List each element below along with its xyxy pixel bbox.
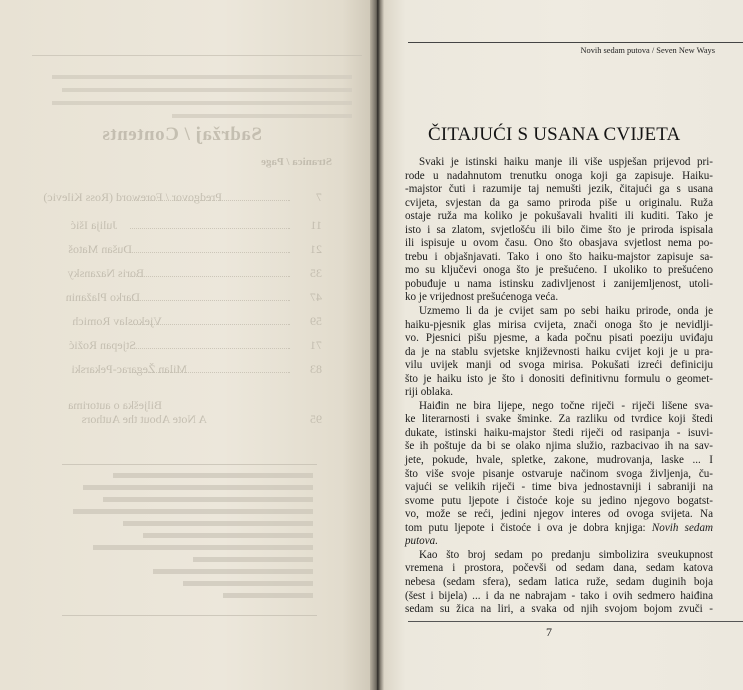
ghost-line [103, 497, 313, 502]
toc-entry: Julija Išić [70, 218, 117, 232]
text-line [405, 522, 713, 536]
ghost-line [223, 593, 313, 598]
book-title-italic: Novih sedam [651, 521, 714, 534]
header-rule [408, 42, 743, 43]
ghost-line [83, 485, 313, 490]
text-line: vajući se velikih riječi - time biva jednostavniji i sabraniji na [405, 481, 713, 494]
text-line: što više svoje pisanje ostvaruje načinom svoga življenja, ču- [405, 467, 713, 480]
toc-page: 7 [316, 190, 322, 204]
toc-page: 59 [310, 314, 322, 328]
toc-leader [130, 348, 290, 349]
ghost-line [93, 545, 313, 550]
text-line: vilu uvijek manji od svoga mirisa. Pokušati izreći definiciju [405, 359, 713, 372]
toc-page-label: Stranica / Page [261, 156, 332, 168]
toc-entry: Boris Nazansky [67, 266, 144, 280]
paragraph-1 [405, 156, 713, 305]
ghost-line [193, 557, 313, 562]
text-line: dukate, istinski haiku-majstor štedi riječi od rasipanja - isuvi- [405, 426, 713, 439]
text-line: Kao što broj sedam po predanju simbolizira sveukupnost [419, 548, 713, 561]
toc-page: 95 [310, 412, 322, 426]
text-line: ko je vrijednost prešućenoga veća. [405, 291, 559, 304]
toc-notes-hr: Bilješka o autorima [68, 398, 162, 412]
text-line: -majstor čuti i razumije taj nemušti jezik, čitajući ga s usana [405, 183, 713, 196]
text-line: riji oblaka. [405, 386, 454, 399]
text-line: ke literarnosti i svake šminke. Za razliku od tvrdice koji štedi [405, 413, 713, 426]
text-line: rode u nadahnutom trenutku onoga koji ga zapisuje. Haiku- [405, 169, 713, 182]
text-line: pobuđuje u nama istinsku zadivljenost i zanijemljenost, utoli- [405, 277, 713, 290]
text-line: da je na stablu svjetske književnosti haiku cvijet koji je u pra- [405, 345, 713, 358]
toc-leader [130, 276, 290, 277]
ghost-line [183, 581, 313, 586]
text-line: sedam su žica na liri, a svaka od njih svojom bojom zvuči - [405, 603, 713, 616]
text-line: vo, može se reći, jedini njegov interes od ovoga svijeta. Na [405, 508, 713, 521]
text-line [405, 535, 713, 549]
body-text [405, 156, 713, 617]
toc-leader [130, 300, 290, 301]
text-line: vremena i prostora, počevši od sedam dana, sedam katova [405, 562, 713, 575]
ghost-line [73, 509, 313, 514]
text-line: isto i sa zlatom, svjetlošću ili bilo čime što je priroda ispisala [405, 223, 713, 236]
text-line: trebu i objašnjavati. Tako i ono što haiku-majstor zapisuje sa- [405, 250, 713, 263]
text-line: še ih poštuje da bi se olako njima služio, razbacivao ih na sav- [405, 440, 713, 453]
page-number: 7 [546, 625, 552, 639]
text-line: haiku-pjesnik glas mirisa cvijeta, znači onoga što je nevidlji- [405, 318, 713, 331]
toc-entry: Predgovor / Foreword (Ross Kilevic) [43, 190, 222, 204]
toc-entry: Stjepan Rožić [69, 338, 136, 352]
toc-leader [130, 228, 290, 229]
text-line: Uzmemo li da je cvijet sam po sebi haiku prirode, onda je [419, 305, 713, 318]
ghost-line [123, 521, 313, 526]
toc-notes-en: A Note About the Authors [81, 412, 207, 426]
chapter-title: ČITAJUĆI S USANA CVIJETA [428, 124, 681, 145]
book-title-italic: putova. [405, 535, 438, 548]
toc-page: 11 [310, 218, 322, 232]
toc-page: 35 [310, 266, 322, 280]
text-line: što je haiku isto je što i donositi definitivnu formulu o geomet- [405, 372, 713, 385]
running-head: Novih sedam putova / Seven New Ways [580, 46, 715, 55]
toc-entry: Darko Plažanin [65, 290, 140, 304]
text-line: Haiđin ne bira lijepe, nego točne riječi - riječi lišene sva- [419, 399, 713, 412]
text-line: svome putu ljepote i čistoće koje su jedino njegovo bogatst- [405, 494, 713, 507]
paragraph-3 [405, 400, 713, 549]
text-line: jete, pokude, hvale, spletke, zakone, mudrovanja, laske ... I [405, 454, 713, 467]
text-fragment: tom putu ljepote i čistoće i ova je dobra knjiga: [405, 521, 652, 534]
ghost-line [113, 473, 313, 478]
book-gutter [370, 0, 384, 690]
right-page [384, 0, 743, 690]
text-line: cvijeta, svjestan da ga samo priroda piše u originalu. Ruža [405, 196, 713, 209]
paragraph-4 [405, 549, 713, 617]
toc-entry: Milan Žegarac-Pekarski [71, 362, 187, 376]
footer-rule [408, 621, 743, 622]
text-line: ili ispisuje u ovom času. Ono što obasjava svjetlost nema po- [405, 237, 713, 250]
toc-title: Sadržaj / Contents [102, 124, 262, 145]
toc-page: 83 [310, 362, 322, 376]
text-line: nebesa (sedam sfera), sedam latica ruže, sedam duginih boja [405, 575, 713, 588]
toc-leader [130, 252, 290, 253]
text-line: ostaje ruža ma koliko je pokušavali hvaliti ili kuditi. Tako je [405, 210, 713, 223]
toc-page: 71 [310, 338, 322, 352]
text-line: Svaki je istinski haiku manje ili više uspješan prijevod pri- [419, 156, 713, 168]
paragraph-2 [405, 305, 713, 400]
text-line: (šest i bijela) ... i da ne nabrajam - tako i ovih sedmero haiđina [405, 589, 713, 602]
ghost-line [153, 569, 313, 574]
toc-entry: Vjekoslav Romich [72, 314, 162, 328]
toc-page: 47 [310, 290, 322, 304]
toc-entry: Dušan Matoš [68, 242, 132, 256]
ghost-line [143, 533, 313, 538]
toc-page: 21 [310, 242, 322, 256]
cip-block [62, 464, 317, 616]
text-line: vo. Pjesnici pišu pjesme, a kada počnu pisati poeziju uviđaju [405, 332, 713, 345]
text-line: mo su ključevi onoga što je prešućeno. I ukoliko to prešućeno [405, 264, 713, 277]
